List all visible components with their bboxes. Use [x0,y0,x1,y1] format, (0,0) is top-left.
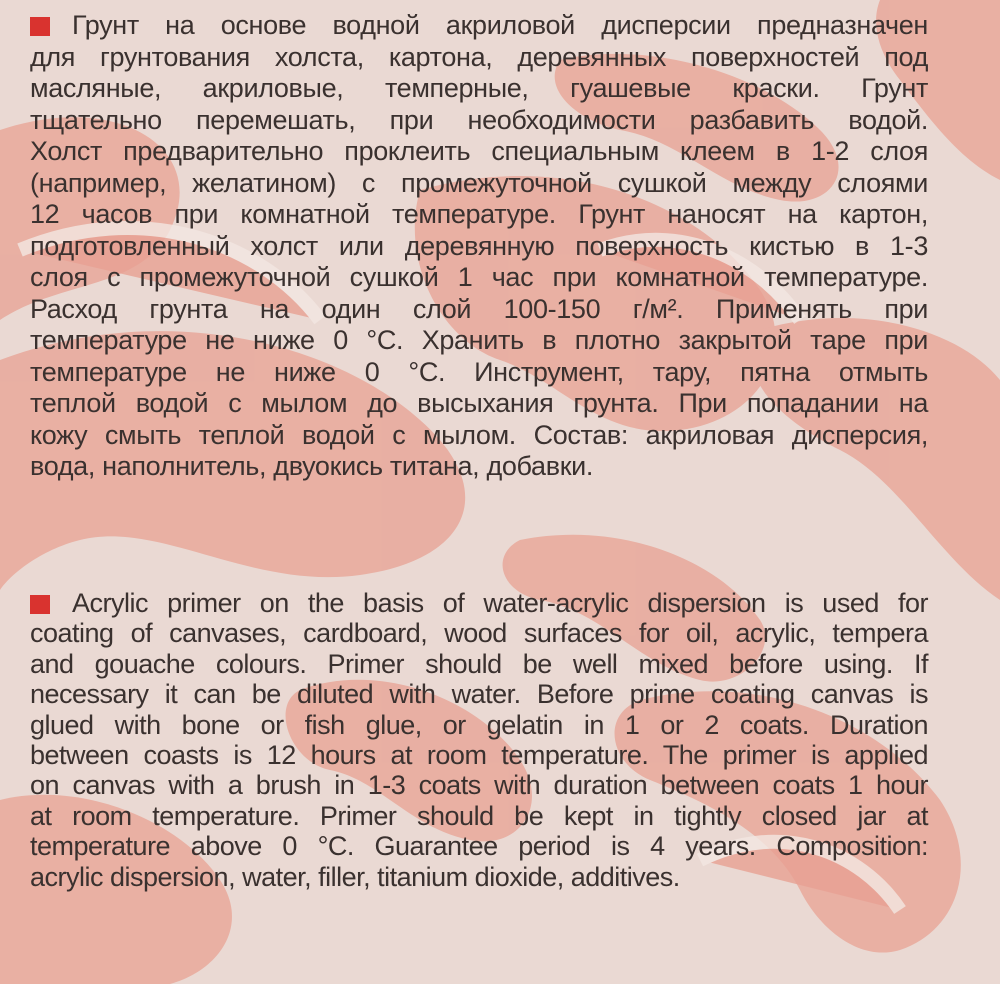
red-square-bullet-icon [30,595,50,614]
en-line: temperature above 0 °C. Guarantee period is 4 years. Composition: [30,831,928,862]
ru-line: вода, наполнитель, двуокись титана, добавки. [30,451,594,481]
ru-line: кожу смыть теплой водой с мылом. Состав: акриловая дисперсия, [30,419,928,450]
red-square-bullet-icon [30,17,50,36]
en-line: and gouache colours. Primer should be well mixed before using. If [30,648,928,679]
ru-line: 12 часов при комнатной температуре. Грунт наносят на картон, [30,199,928,229]
en-line: acrylic dispersion, water, filler, titanium dioxide, additives. [30,861,680,892]
en-line: on canvas with a brush in 1-3 coats with duration between coats 1 hour [30,770,928,801]
ru-line: теплой водой с мылом до высыхания грунта. При попадании на [30,388,928,418]
en-line: Acrylic primer on the basis of water-acrylic dispersion is used for [72,588,928,618]
en-line: between coasts is 12 hours at room temperature. The primer is applied [30,739,928,770]
ru-line: температуре не ниже 0 °С. Хранить в плотно закрытой таре при [30,325,928,355]
ru-line: Расход грунта на один слой 100-150 г/м². Применять при [30,293,928,324]
en-line: glued with bone or fish glue, or gelatin in 1 or 2 coats. Duration [30,709,928,740]
ru-line: для грунтования холста, картона, деревянных поверхностей под [30,41,928,72]
ru-line: температуре не ниже 0 °С. Инструмент, тару, пятна отмыть [30,356,928,387]
ru-line: Холст предварительно проклеить специальным клеем в 1-2 слоя [30,136,928,166]
en-line: coating of canvases, cardboard, wood surfaces for oil, acrylic, tempera [30,618,928,649]
en-line: at room temperature. Primer should be kept in tightly closed jar at [30,800,928,831]
en-line: necessary it can be diluted with water. Before prime coating canvas is [30,679,928,710]
english-instructions-block [30,588,928,892]
ru-line: тщательно перемешать, при необходимости разбавить водой. [30,104,928,135]
ru-line: Грунт на основе водной акриловой дисперсии предназначен [72,10,928,40]
ru-line: подготовленный холст или деревянную поверхность кистью в 1-3 [30,230,928,261]
ru-line: (например, желатином) с промежуточной сушкой между слоями [30,167,928,198]
russian-instructions-block [30,10,928,483]
ru-line: масляные, акриловые, темперные, гуашевые краски. Грунт [30,73,928,103]
ru-line: слоя с промежуточной сушкой 1 час при комнатной температуре. [30,262,928,292]
